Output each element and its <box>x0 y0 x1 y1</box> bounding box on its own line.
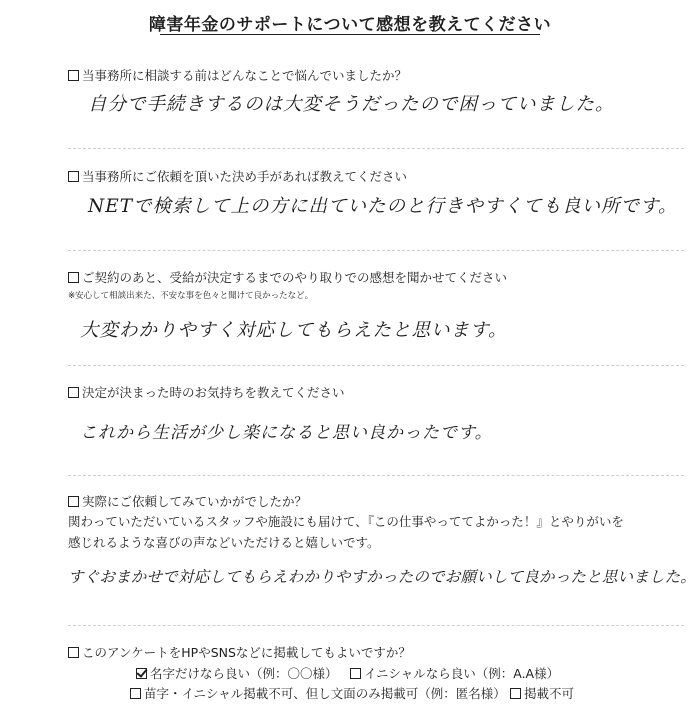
description-line: 感じれるような喜びの声などいただけると嬉しいです。 <box>68 535 380 550</box>
checkbox-icon <box>68 272 79 283</box>
answer-4: これから生活が少し楽になると思い良かったです。 <box>80 423 493 443</box>
question-5 <box>68 492 307 510</box>
divider <box>68 250 684 251</box>
option-label: 苗字・イニシャル掲載不可、但し文面のみ掲載可（例：匿名様） <box>144 686 506 701</box>
question-1 <box>68 66 407 84</box>
answer-3: 大変わかりやすく対応してもらえたと思います。 <box>80 320 508 341</box>
question-6-text: このアンケートをHPやSNSなどに掲載してもよいですか？ <box>82 645 411 660</box>
option-no-publish[interactable] <box>510 684 574 702</box>
divider <box>68 625 684 626</box>
answer-5: すぐおまかせで対応してもらえわかりやすかったのでお願いして良かったと思いました。 <box>68 568 697 586</box>
question-2 <box>68 167 407 185</box>
question-6 <box>68 643 411 661</box>
checkbox-icon <box>68 387 79 398</box>
option-label: 掲載不可 <box>524 686 575 701</box>
question-1-text: 当事務所に相談する前はどんなことで悩んでいましたか？ <box>82 68 408 83</box>
question-3-note: ※安心して相談出来た、不安な事を色々と聞けて良かったなど。 <box>68 291 314 301</box>
answer-1: 自分で手続きするのは大変そうだったので困っていました。 <box>88 94 615 115</box>
checkbox-icon <box>68 647 79 658</box>
option-initials[interactable] <box>350 664 559 682</box>
page-title: 障害年金のサポートについて感想を教えてください <box>148 15 552 35</box>
checkbox-icon <box>68 171 79 182</box>
divider <box>68 365 684 366</box>
checkbox-icon[interactable] <box>510 688 521 699</box>
checkbox-icon <box>68 496 79 507</box>
question-5-description <box>68 511 680 553</box>
question-4-text: 決定が決まった時のお気持ちを教えてください <box>82 385 345 400</box>
question-3-text: ご契約のあと、受給が決定するまでのやり取りでの感想を聞かせてください <box>82 270 508 285</box>
option-text-only[interactable] <box>130 684 506 702</box>
option-surname-only[interactable] <box>136 664 338 682</box>
question-5-text: 実際にご依頼してみていかがでしたか？ <box>82 494 308 509</box>
divider <box>68 148 684 149</box>
option-label: イニシャルなら良い（例：A.A様） <box>364 666 560 681</box>
checkbox-icon[interactable] <box>350 668 361 679</box>
title-underline <box>160 34 540 35</box>
question-4 <box>68 383 345 401</box>
description-line: 関わっていただいているスタッフや施設にも届けて、『この仕事やっててよかった！』とやりがいを <box>68 514 624 529</box>
checkbox-icon <box>68 70 79 81</box>
answer-2: NETで検索して上の方に出ていたのと行きやすくても良い所です。 <box>88 196 678 217</box>
question-2-text: 当事務所にご依頼を頂いた決め手があれば教えてください <box>82 169 408 184</box>
divider <box>68 475 684 476</box>
option-label: 名字だけなら良い（例：〇〇様） <box>150 666 338 681</box>
checked-box-icon[interactable] <box>136 668 147 679</box>
checkbox-icon[interactable] <box>130 688 141 699</box>
question-3 <box>68 268 507 286</box>
